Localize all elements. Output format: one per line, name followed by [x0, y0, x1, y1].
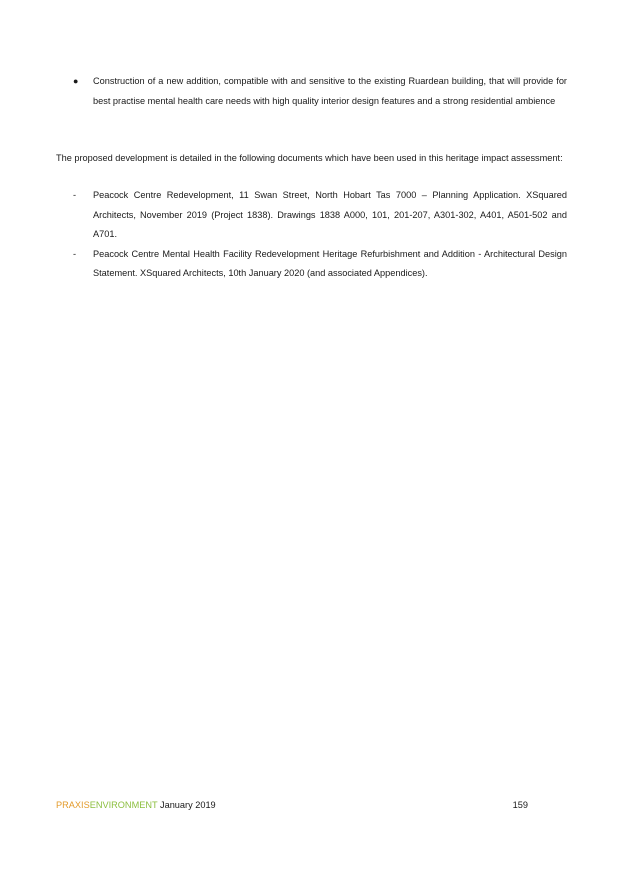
intro-paragraph: The proposed development is detailed in the following documents which have been used in this heritage impact assessment:: [56, 153, 563, 163]
list-item: [73, 186, 567, 245]
document-list: [73, 186, 567, 284]
bullet-text: Construction of a new addition, compatible with and sensitive to the existing Ruardean building, that will provide for best practise mental health care needs with high quality interior design features and a strong residential ambience: [93, 76, 567, 106]
document-reference: Peacock Centre Mental Health Facility Redevelopment Heritage Refurbishment and Addition - Architectural Design Statement. XSquared Architects, 10th January 2020 (and associated Appendices).: [93, 248, 567, 278]
footer-brand-environment: ENVIRONMENT: [89, 800, 158, 810]
page-footer: [56, 798, 528, 812]
list-item: [73, 245, 567, 284]
document-reference: Peacock Centre Redevelopment, 11 Swan Street, North Hobart Tas 7000 – Planning Application. XSquared Architects, November 2019 (Project 1838). Drawings 1838 A000, 101, 201-207, A301-302, A401, A501-502 and A701.: [93, 190, 567, 239]
list-item: [73, 72, 567, 111]
footer-date: January 2019: [157, 800, 216, 810]
bullet-icon: ●: [73, 76, 79, 86]
dash-marker: -: [73, 190, 77, 200]
bullet-list: [73, 72, 567, 111]
dash-marker: -: [73, 248, 77, 259]
page-number: 159: [512, 800, 528, 810]
footer-brand-praxis: PRAXIS: [56, 800, 90, 810]
